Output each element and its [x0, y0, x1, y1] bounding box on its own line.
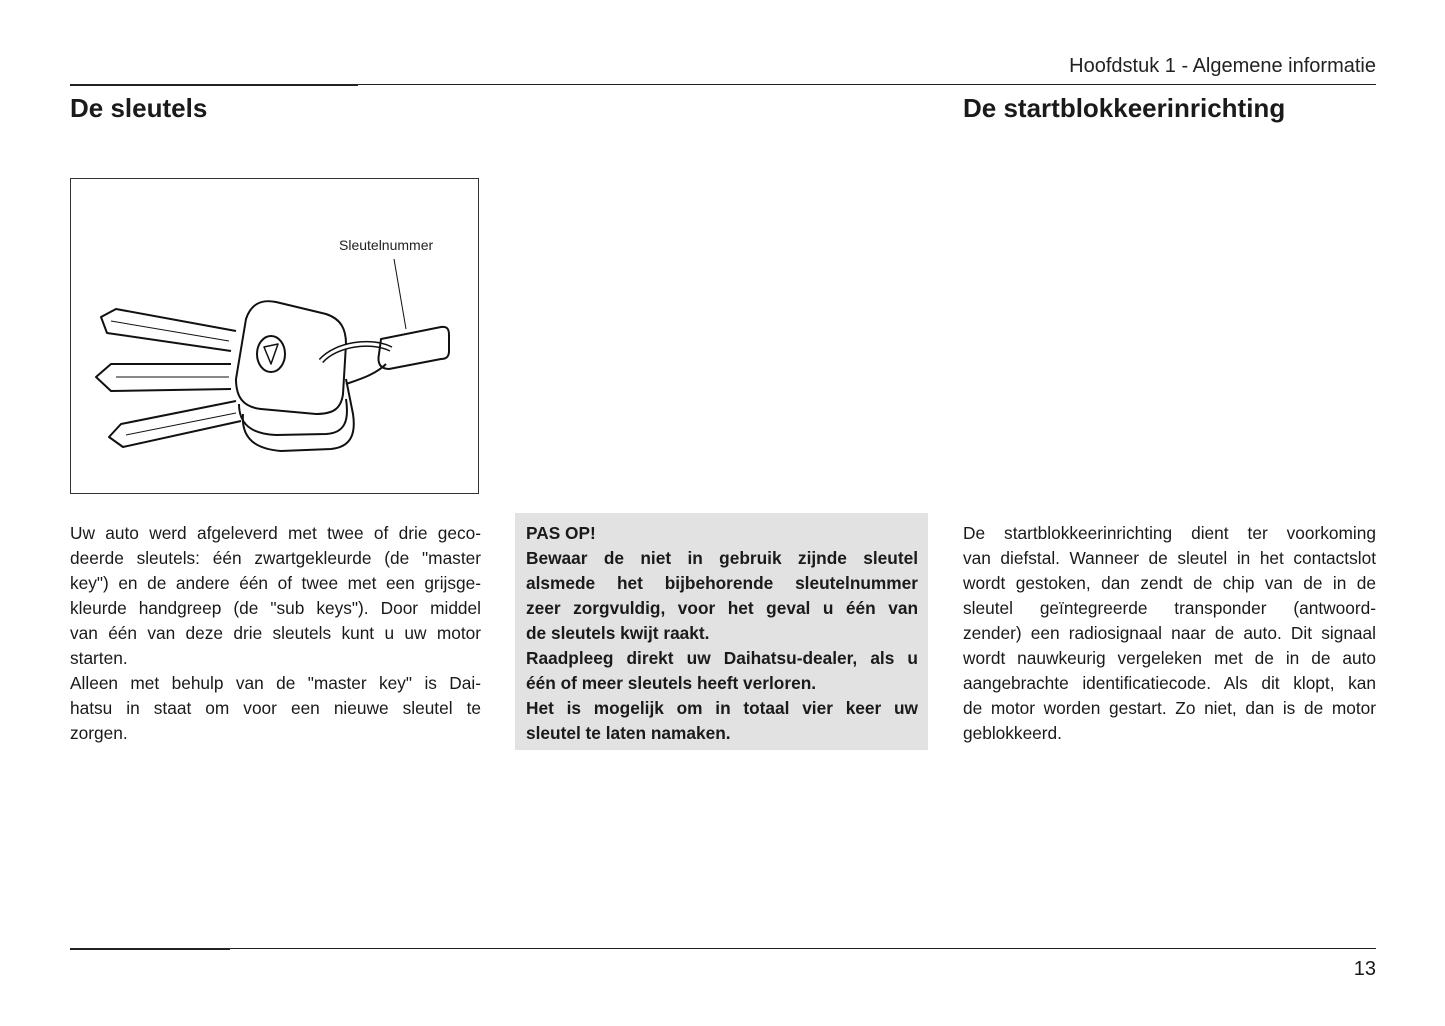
keys-illustration	[70, 178, 479, 494]
section-title-immobilizer: De startblokkeerinrichting	[963, 93, 1286, 123]
key-head-back	[243, 379, 354, 451]
header-rule-accent	[70, 84, 358, 86]
text-line: starten.	[70, 648, 128, 668]
brand-logo	[257, 336, 285, 372]
warning-box	[515, 513, 928, 750]
text-line: zender) een radiosignaal naar de auto. Dit signaal	[963, 623, 1376, 643]
text-line: alsmede het bijbehorende sleutelnummer	[526, 573, 918, 593]
text-line: Bewaar de niet in gebruik zijnde sleutel	[526, 548, 918, 568]
key-blade-bottom	[109, 401, 241, 447]
footer-rule-accent	[70, 948, 230, 950]
chapter-header: Hoofdstuk 1 - Algemene informatie	[1069, 55, 1376, 77]
section-title-keys: De sleutels	[70, 93, 208, 123]
text-line: aangebrachte identificatiecode. Als dit klopt, kan	[963, 673, 1376, 693]
text-line: één of meer sleutels heeft verloren.	[526, 673, 817, 693]
keys-paragraph	[70, 521, 481, 746]
text-line: zorgen.	[70, 723, 128, 743]
key-blade-top	[101, 309, 236, 351]
immobilizer-paragraph	[963, 521, 1376, 746]
keys-drawing	[71, 179, 478, 493]
text-line: Alleen met behulp van de "master key" is Dai-	[70, 673, 481, 693]
text-line: key") en de andere één of twee met een grijsge-	[70, 573, 481, 593]
footer-rule	[70, 948, 1376, 949]
text-line: hatsu in staat om voor een nieuwe sleutel te	[70, 698, 481, 718]
text-line: Uw auto werd afgeleverd met twee of drie geco-	[70, 523, 481, 543]
text-line: Raadpleeg direkt uw Daihatsu-dealer, als u	[526, 648, 918, 668]
text-line: PAS OP!	[526, 523, 596, 543]
text-line: wordt nauwkeurig vergeleken met de in de auto	[963, 648, 1376, 668]
page-number: 13	[1353, 958, 1376, 980]
text-line: zeer zorgvuldig, voor het geval u één van	[526, 598, 918, 618]
text-line: sleutel geïntegreerde transponder (antwoord-	[963, 598, 1376, 618]
text-line: Het is mogelijk om in totaal vier keer uw	[526, 698, 918, 718]
text-line: van één van deze drie sleutels kunt u uw motor	[70, 623, 481, 643]
key-head-master	[236, 301, 346, 414]
figure-label: Sleutelnummer	[339, 237, 434, 253]
leader-line	[394, 259, 406, 329]
text-line: van diefstal. Wanneer de sleutel in het contactslot	[963, 548, 1376, 568]
text-line: geblokkeerd.	[963, 723, 1062, 743]
text-line: deerde sleutels: één zwartgekleurde (de "master	[70, 548, 481, 568]
text-line: sleutel te laten namaken.	[526, 723, 731, 743]
text-line: de sleutels kwijt raakt.	[526, 623, 710, 643]
text-line: wordt gestoken, dan zendt de chip van de in de	[963, 573, 1376, 593]
text-line: de motor worden gestart. Zo niet, dan is de motor	[963, 698, 1376, 718]
text-line: kleurde handgreep (de "sub keys"). Door middel	[70, 598, 481, 618]
warning-text	[526, 521, 918, 746]
text-line: De startblokkeerinrichting dient ter voorkoming	[963, 523, 1376, 543]
